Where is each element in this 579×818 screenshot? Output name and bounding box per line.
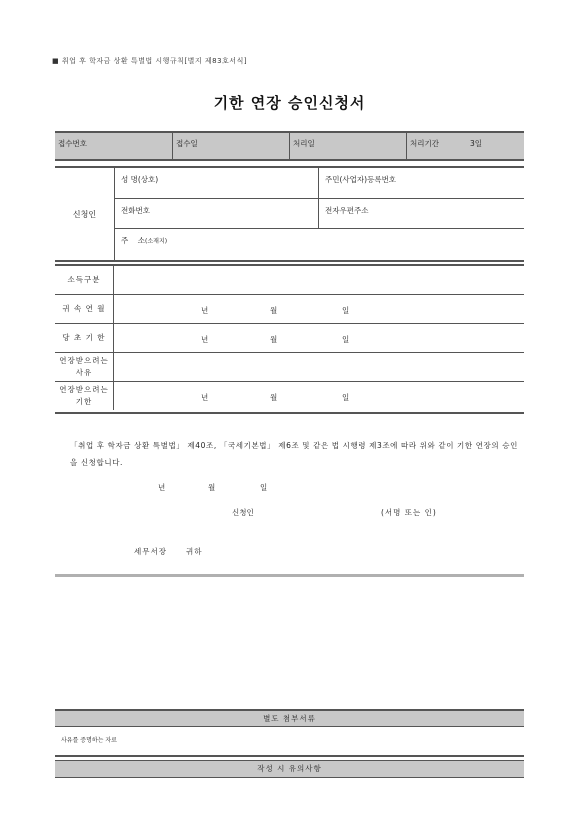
belong-period-row[interactable] [55,295,524,324]
section-divider [55,574,524,577]
attachments-body [55,725,524,757]
email-field[interactable]: 전자우편주소 [325,206,369,215]
attachments-header: 별도 첨부서류 [55,709,524,727]
processing-period-value: 3일 [470,139,483,148]
honorific: 귀하 [186,547,203,556]
extended-day-unit: 일 [342,393,350,402]
original-year-unit: 년 [201,335,209,344]
applicant-row-contact [115,199,524,229]
processing-period-label: 처리기간 [406,133,439,159]
address-label: 주 소 [121,236,146,245]
belong-period-label: 귀 속 연 월 [55,295,114,323]
receipt-date-label: 접수일 [172,133,198,159]
extended-year-unit: 년 [201,393,209,402]
phone-field[interactable]: 전화번호 [121,206,150,215]
page-title: 기한 연장 승인신청서 [213,94,366,112]
attachment-item: 사유를 증명하는 자료 [61,737,117,744]
extended-due-label: 연장받으려는 기한 [55,382,114,410]
belong-year-unit: 년 [201,306,209,315]
details-table [55,264,524,414]
sign-day-unit: 일 [260,483,268,492]
original-month-unit: 월 [270,335,278,344]
receipt-number-label: 접수번호 [58,139,87,148]
extended-due-row[interactable] [55,382,524,410]
sign-year-unit: 년 [158,483,166,492]
address-sub-label: (소재지) [145,238,168,245]
extension-reason-label: 연장받으려는 사유 [55,353,114,381]
resident-number-field[interactable]: 주민(사업자)등록번호 [325,175,397,184]
original-due-label: 당 초 기 한 [55,324,114,352]
original-day-unit: 일 [342,335,350,344]
address-field[interactable] [115,229,167,246]
signer-label: 신청인 [232,508,254,517]
tax-office-addressee: 세무서장 [134,547,167,556]
reception-band [55,131,524,161]
signature-note[interactable]: (서명 또는 인) [381,508,437,517]
notes-header: 작성 시 유의사항 [55,760,524,778]
income-type-row[interactable] [55,266,524,295]
original-due-row[interactable] [55,324,524,353]
applicant-section [55,166,524,262]
income-type-label: 소득구분 [55,266,114,294]
applicant-row-address [115,229,524,260]
extension-reason-row[interactable] [55,353,524,382]
form-reference-note: ■ 취업 후 학자금 상환 특별법 시행규칙[별지 제83호서식] [52,57,248,65]
extended-month-unit: 월 [270,393,278,402]
application-statement: 「취업 후 학자금 상환 특별법」 제40조, 「국세기본법」 제6조 및 같은 법 시행령 제3조에 따라 위와 같이 기한 연장의 승인을 신청합니다. [70,441,518,467]
applicant-row-name [115,168,524,199]
applicant-label: 신청인 [55,168,115,260]
processing-date-label: 처리일 [289,133,315,159]
name-field[interactable]: 성 명(상호) [121,175,159,184]
belong-month-unit: 월 [270,306,278,315]
sign-month-unit: 월 [208,483,216,492]
belong-day-unit: 일 [342,306,350,315]
